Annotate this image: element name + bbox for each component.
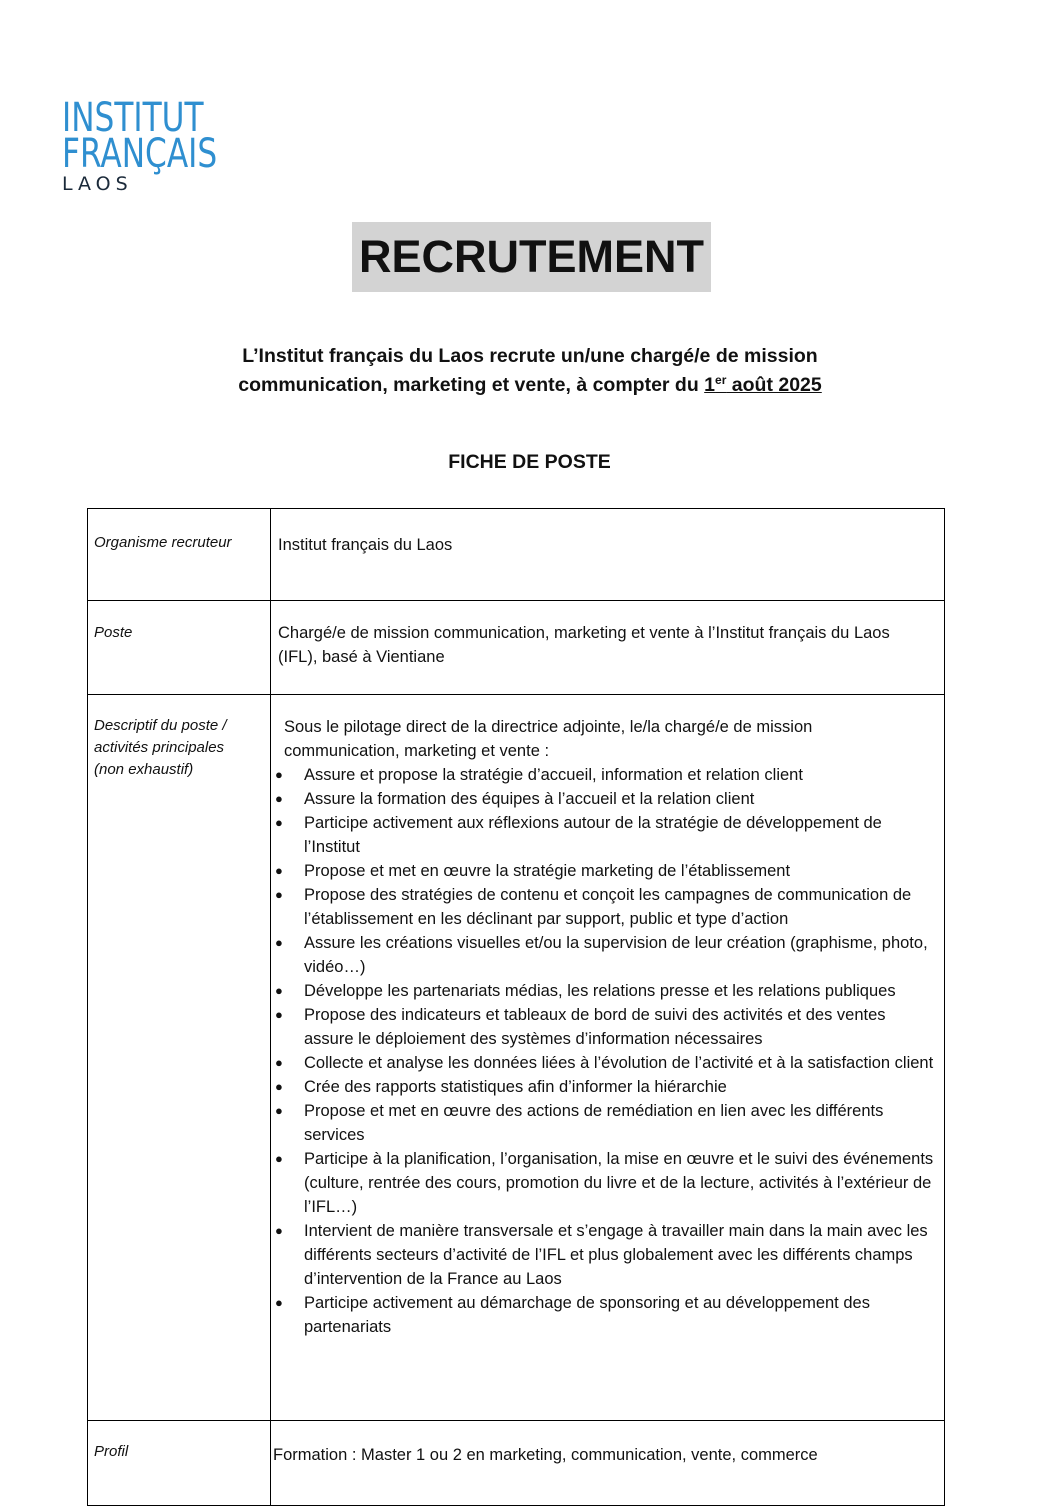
logo-line-1: INSTITUT <box>62 95 204 141</box>
bullet-icon: ● <box>275 1055 283 1070</box>
job-description-table <box>87 508 945 1506</box>
bullet-icon: ● <box>275 1079 283 1094</box>
headline-line-1: L’Institut français du Laos recrute un/une chargé/e de mission <box>242 345 818 367</box>
bullet-icon: ● <box>275 1151 283 1166</box>
bullet-icon: ● <box>275 983 283 998</box>
list-item-text: Participe activement aux réflexions autour de la stratégie de développement de l’Institut <box>304 814 882 856</box>
start-date <box>704 374 822 396</box>
row-label-line: Descriptif du poste / <box>94 717 227 734</box>
row-value <box>271 695 945 1421</box>
list-item-text: Propose et met en œuvre des actions de remédiation en lien avec les différents services <box>304 1102 884 1144</box>
list-item <box>271 1219 938 1291</box>
list-item-text: Assure et propose la stratégie d’accueil, information et relation client <box>304 766 803 784</box>
section-title: FICHE DE POSTE <box>448 451 611 473</box>
list-item <box>271 1099 938 1147</box>
list-item <box>271 979 938 1003</box>
list-item <box>271 883 938 931</box>
headline-line-2-start: communication, marketing et vente, à compter du <box>238 374 705 396</box>
page-title: RECRUTEMENT <box>359 231 704 282</box>
table-row <box>88 1421 945 1506</box>
row-label: Profil <box>88 1421 271 1506</box>
bullet-icon: ● <box>275 791 283 806</box>
bullet-icon: ● <box>275 767 283 782</box>
list-item-text: Collecte et analyse les données liées à l’évolution de l’activité et à la satisfaction client <box>304 1054 934 1072</box>
row-value <box>271 601 945 695</box>
row-label-line: (non exhaustif) <box>94 761 194 778</box>
list-item-text: Assure la formation des équipes à l’accueil et la relation client <box>304 790 755 808</box>
list-item <box>271 1147 938 1219</box>
list-item <box>271 1003 938 1051</box>
list-item-text: Propose des stratégies de contenu et conçoit les campagnes de communication de l’établissement en les déclinant par support, public et type d’action <box>304 886 912 928</box>
bullet-icon: ● <box>275 887 283 902</box>
headline-line-2 <box>100 371 960 400</box>
list-item-text: Propose des indicateurs et tableaux de bord de suivi des activités et des ventes assure le déploiement des systèmes d’information nécessaires <box>304 1006 886 1048</box>
activities-intro <box>271 715 938 763</box>
bullet-icon: ● <box>275 815 283 830</box>
list-item <box>271 1291 938 1339</box>
intro-line: communication, marketing et vente : <box>284 742 550 760</box>
start-date-day: 1 <box>704 374 716 396</box>
logo-line-3: LAOS <box>62 173 133 195</box>
list-item <box>271 787 938 811</box>
row-label <box>88 695 271 1421</box>
page-title-box <box>352 222 711 292</box>
intro-line: Sous le pilotage direct de la directrice adjointe, le/la chargé/e de mission <box>284 718 813 736</box>
row-label: Organisme recruteur <box>88 509 271 601</box>
start-date-rest: août 2025 <box>726 374 822 396</box>
list-item <box>271 763 938 787</box>
row-label: Poste <box>88 601 271 695</box>
table-row <box>88 509 945 601</box>
list-item-text: Assure les créations visuelles et/ou la supervision de leur création (graphisme, photo, vidéo…) <box>304 934 928 976</box>
list-item-text: Intervient de manière transversale et s’engage à travailler main dans la main avec les différents secteurs d’activité de l’IFL et plus globalement avec les différents champs d’intervention de la France au Laos <box>304 1222 928 1288</box>
bullet-icon: ● <box>275 1223 283 1238</box>
activities-list <box>271 763 938 1339</box>
list-item <box>271 811 938 859</box>
list-item <box>271 931 938 979</box>
start-date-suffix: er <box>715 373 727 387</box>
bullet-icon: ● <box>275 863 283 878</box>
row-value: Institut français du Laos <box>271 509 945 601</box>
list-item <box>271 1075 938 1099</box>
list-item <box>271 1051 938 1075</box>
job-headline <box>100 342 960 400</box>
list-item-text: Propose et met en œuvre la stratégie marketing de l’établissement <box>304 862 791 880</box>
table-row <box>88 601 945 695</box>
bullet-icon: ● <box>275 1007 283 1022</box>
row-value: Formation : Master 1 ou 2 en marketing, communication, vente, commerce <box>271 1421 945 1506</box>
list-item-text: Développe les partenariats médias, les relations presse et les relations publiques <box>304 982 896 1000</box>
list-item-text: Participe à la planification, l’organisation, la mise en œuvre et le suivi des événements (culture, rentrée des cours, promotion du livre et de la lecture, activités à l’extérieur de l’IFL…) <box>304 1150 934 1216</box>
list-item-text: Crée des rapports statistiques afin d’informer la hiérarchie <box>304 1078 727 1096</box>
row-label-line: activités principales <box>94 739 225 756</box>
bullet-icon: ● <box>275 1295 283 1310</box>
table-row <box>88 695 945 1421</box>
bullet-icon: ● <box>275 935 283 950</box>
logo-line-2: FRANÇAIS <box>62 131 218 177</box>
bullet-icon: ● <box>275 1103 283 1118</box>
list-item-text: Participe activement au démarchage de sponsoring et au développement des partenariats <box>304 1294 870 1336</box>
row-value-line: (IFL), basé à Vientiane <box>278 648 445 666</box>
list-item <box>271 859 938 883</box>
row-value-line: Chargé/e de mission communication, marketing et vente à l’Institut français du Laos <box>278 624 890 642</box>
institut-francais-logo <box>62 95 261 195</box>
